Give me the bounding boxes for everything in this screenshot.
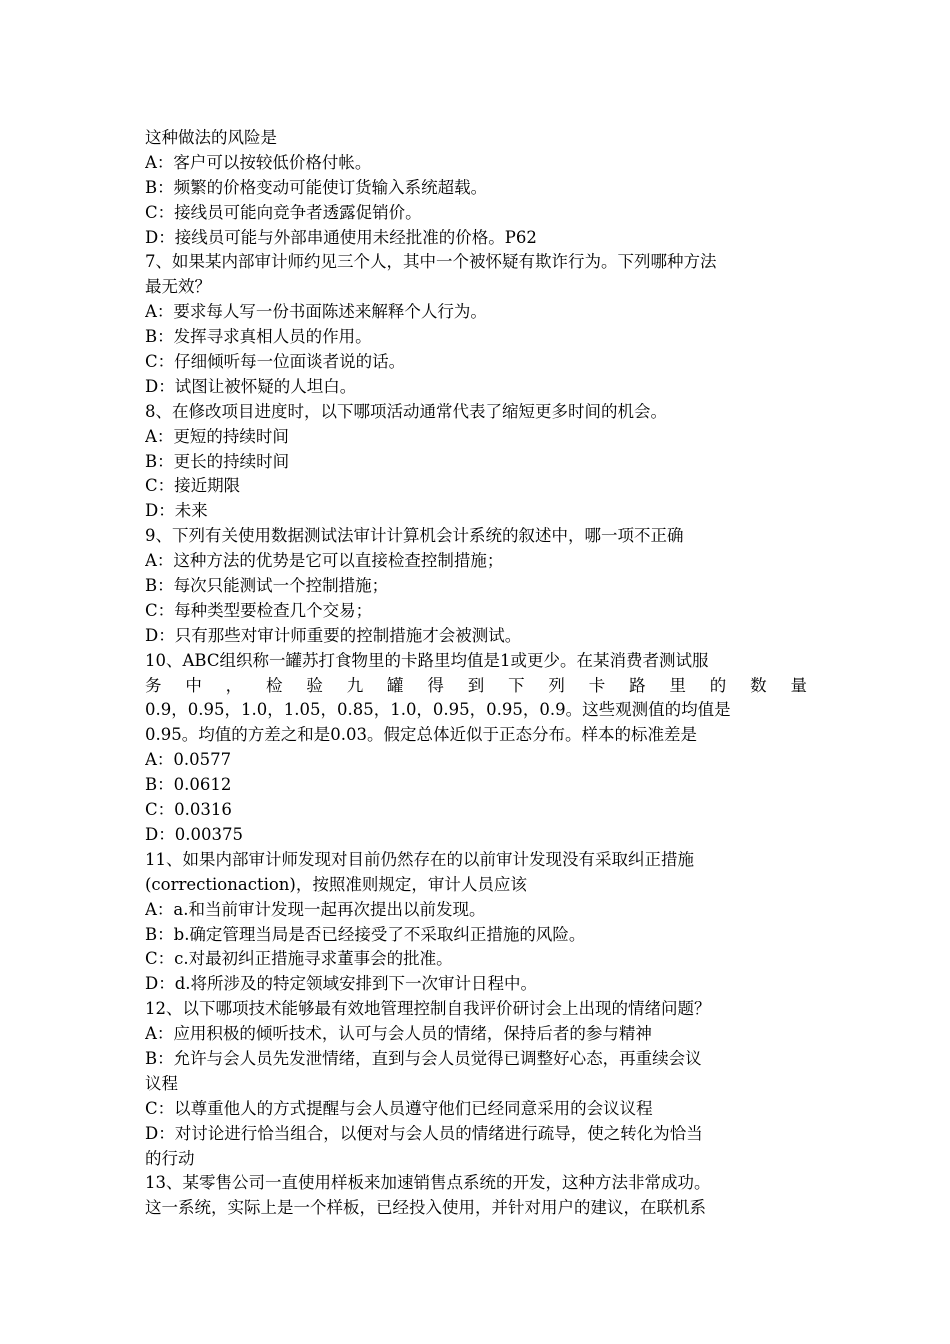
option-line: D：试图让被怀疑的人坦白。 (145, 376, 357, 396)
option-line: D：对讨论进行恰当组合，以便对与会人员的情绪进行疏导，使之转化为恰当 (145, 1123, 703, 1143)
option-line: B：更长的持续时间 (145, 451, 290, 471)
question-line: 这一系统，实际上是一个样板，已经投入使用，并针对用户的建议，在联机系 (145, 1198, 706, 1218)
option-line: C：每种类型要检查几个交易； (145, 600, 373, 620)
question-line: 9、下列有关使用数据测试法审计计算机会计系统的叙述中，哪一项不正确 (145, 526, 684, 546)
option-line: A：更短的持续时间 (145, 426, 289, 446)
option-line: D：0.00375 (145, 824, 243, 844)
option-line: B：频繁的价格变动可能使订货输入系统超载。 (145, 177, 488, 197)
question-line: 0.95。均值的方差之和是0.03。假定总体近似于正态分布。样本的标准差是 (145, 725, 697, 745)
option-line: A：要求每人写一份书面陈述来解释个人行为。 (145, 302, 487, 322)
option-line: D：未来 (145, 501, 208, 521)
question-line: 最无效？ (145, 277, 211, 297)
option-line: D：接线员可能与外部串通使用未经批准的价格。P62 (145, 227, 537, 247)
option-line: D：d.将所涉及的特定领域安排到下一次审计日程中。 (145, 974, 538, 994)
option-line: C：以尊重他人的方式提醒与会人员遵守他们已经同意采用的会议议程 (145, 1098, 653, 1118)
option-line: C：接近期限 (145, 476, 241, 496)
question-line: 7、如果某内部审计师约见三个人，其中一个被怀疑有欺诈行为。下列哪种方法 (145, 252, 717, 272)
option-line: A：a.和当前审计发现一起再次提出以前发现。 (145, 899, 486, 919)
option-line: A：客户可以按较低价格付帐。 (145, 152, 372, 172)
document-body (145, 126, 807, 1221)
option-line: B：0.0612 (145, 775, 232, 795)
question-line: 11、如果内部审计师发现对目前仍然存在的以前审计发现没有采取纠正措施 (145, 849, 694, 869)
option-line: D：只有那些对审计师重要的控制措施才会被测试。 (145, 625, 522, 645)
option-line: C：接线员可能向竞争者透露促销价。 (145, 202, 422, 222)
option-line: A：应用积极的倾听技术，认可与会人员的情绪，保持后者的参与精神 (145, 1024, 652, 1044)
option-line: 的行动 (145, 1148, 195, 1168)
question-line: 0.9，0.95，1.0，1.05，0.85，1.0，0.95，0.95，0.9。这些观测值的均值是 (145, 700, 731, 720)
option-line: B：允许与会人员先发泄情绪，直到与会人员觉得已调整好心态，再重续会议 (145, 1048, 702, 1068)
question-line: 10、ABC组织称一罐苏打食物里的卡路里均值是1或更少。在某消费者测试服 (145, 650, 709, 670)
option-line: C：c.对最初纠正措施寻求董事会的批准。 (145, 949, 453, 969)
option-line: 议程 (145, 1073, 178, 1093)
option-line: A：0.0577 (145, 750, 232, 770)
question-line: 8、在修改项目进度时，以下哪项活动通常代表了缩短更多时间的机会。 (145, 401, 667, 421)
question-line: 12、以下哪项技术能够最有效地管理控制自我评价研讨会上出现的情绪问题？ (145, 999, 711, 1019)
option-line: B：每次只能测试一个控制措施； (145, 576, 389, 596)
text-line: 这种做法的风险是 (145, 128, 277, 147)
question-line: 13、某零售公司一直使用样板来加速销售点系统的开发，这种方法非常成功。 (145, 1173, 711, 1193)
option-line: A：这种方法的优势是它可以直接检查控制措施； (145, 551, 504, 571)
question-line: (correctionaction)，按照准则规定，审计人员应该 (145, 874, 527, 894)
question-line: 务 中 ， 检 验 九 罐 得 到 下 列 卡 路 里 的 数 量 (145, 675, 807, 695)
option-line: C：0.0316 (145, 800, 232, 820)
option-line: B：发挥寻求真相人员的作用。 (145, 327, 372, 347)
option-line: C：仔细倾听每一位面谈者说的话。 (145, 352, 406, 372)
option-line: B：b.确定管理当局是否已经接受了不采取纠正措施的风险。 (145, 924, 586, 944)
